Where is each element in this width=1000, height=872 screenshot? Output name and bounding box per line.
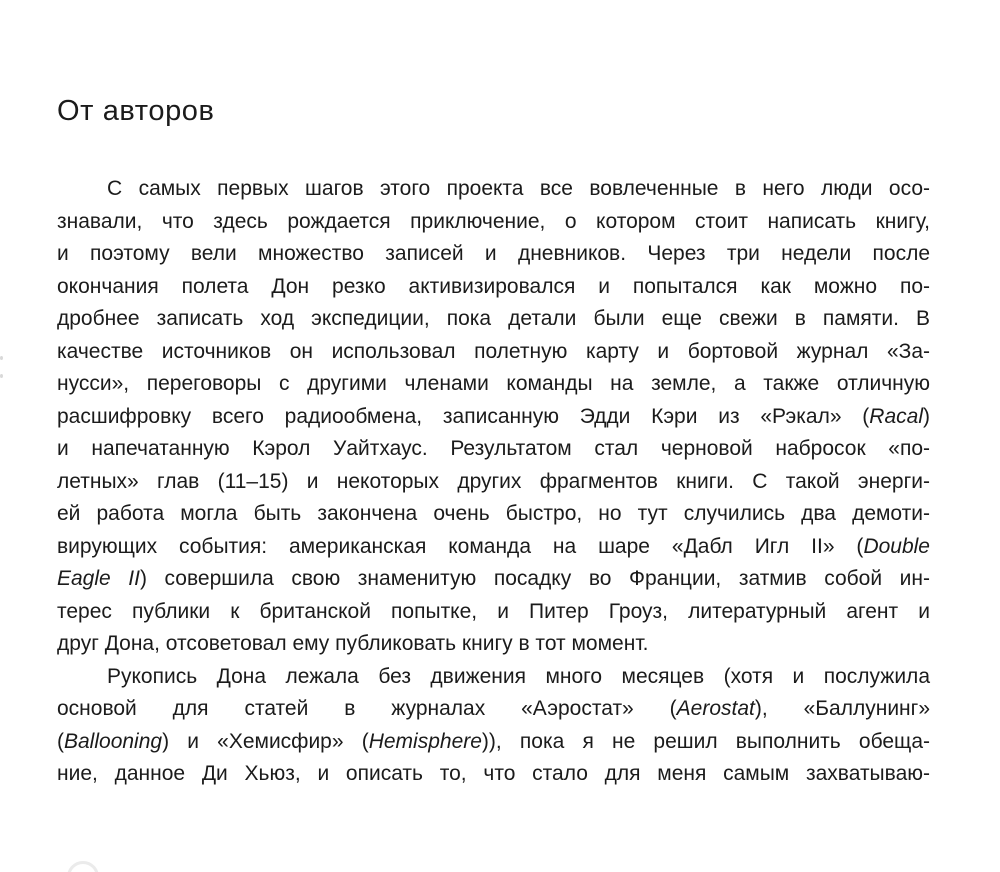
text-line: дробнее записать ход экспедиции, пока детали были еще свежи в памяти. В <box>57 307 930 330</box>
text-line: и напечатанную Кэрол Уайтхаус. Результатом стал черновой набросок «по- <box>57 437 930 460</box>
text-line: друг Дона, отсоветовал ему публиковать книгу в тот момент. <box>57 632 649 655</box>
italic-text: Racal <box>869 404 923 428</box>
text-line: знавали, что здесь рождается приключение, о котором стоит написать книгу, <box>57 209 930 233</box>
text-line: (Ballooning) и «Хемисфир» (Hemisphere)), пока я не решил выполнить обеща- <box>57 729 931 753</box>
italic-text: Ballooning <box>64 729 163 753</box>
italic-text: Hemisphere <box>368 729 482 753</box>
scan-artifact-dot <box>0 356 3 360</box>
text-line: нусси», переговоры с другими членами команды на земле, а также отличную <box>57 372 930 395</box>
text-line: качестве источников он использовал полетную карту и бортовой журнал «За- <box>57 339 930 363</box>
italic-text: Eagle II <box>57 567 140 590</box>
page-title: От авторов <box>57 95 215 128</box>
text-line: и поэтому вели множество записей и дневников. Через три недели после <box>57 242 930 265</box>
text-line: С самых первых шагов этого проекта все вовлеченные в него люди осо- <box>107 177 930 200</box>
text-line: терес публики к британской попытке, и Питер Гроуз, литературный агент и <box>57 599 930 623</box>
text-line: основой для статей в журналах «Аэростат» (Aerostat), «Баллунинг» <box>57 697 930 720</box>
scan-artifact-dot <box>0 374 3 378</box>
text-line: Рукопись Дона лежала без движения много месяцев (хотя и послужила <box>107 664 930 688</box>
italic-text: Aerostat <box>676 697 755 720</box>
text-line: вирующих события: американская команда на шаре «Дабл Игл II» (Double <box>57 534 930 558</box>
text-line: ей работа могла быть закончена очень быстро, но тут случились два демоти- <box>57 502 930 525</box>
text-line: ние, данное Ди Хьюз, и описать то, что стало для меня самым захватываю- <box>57 762 930 785</box>
scan-artifact-circle <box>67 861 99 872</box>
italic-text: Double <box>863 534 930 558</box>
page-text <box>57 173 930 791</box>
text-line: Eagle II) совершила свою знаменитую посадку во Франции, затмив собой ин- <box>57 567 930 590</box>
text-line: летных» глав (11–15) и некоторых других фрагментов книги. С такой энерги- <box>57 469 930 493</box>
text-line: окончания полета Дон резко активизировался и попытался как можно по- <box>57 274 930 298</box>
text-line: расшифровку всего радиообмена, записанную Эдди Кэри из «Рэкал» (Racal) <box>57 404 930 428</box>
